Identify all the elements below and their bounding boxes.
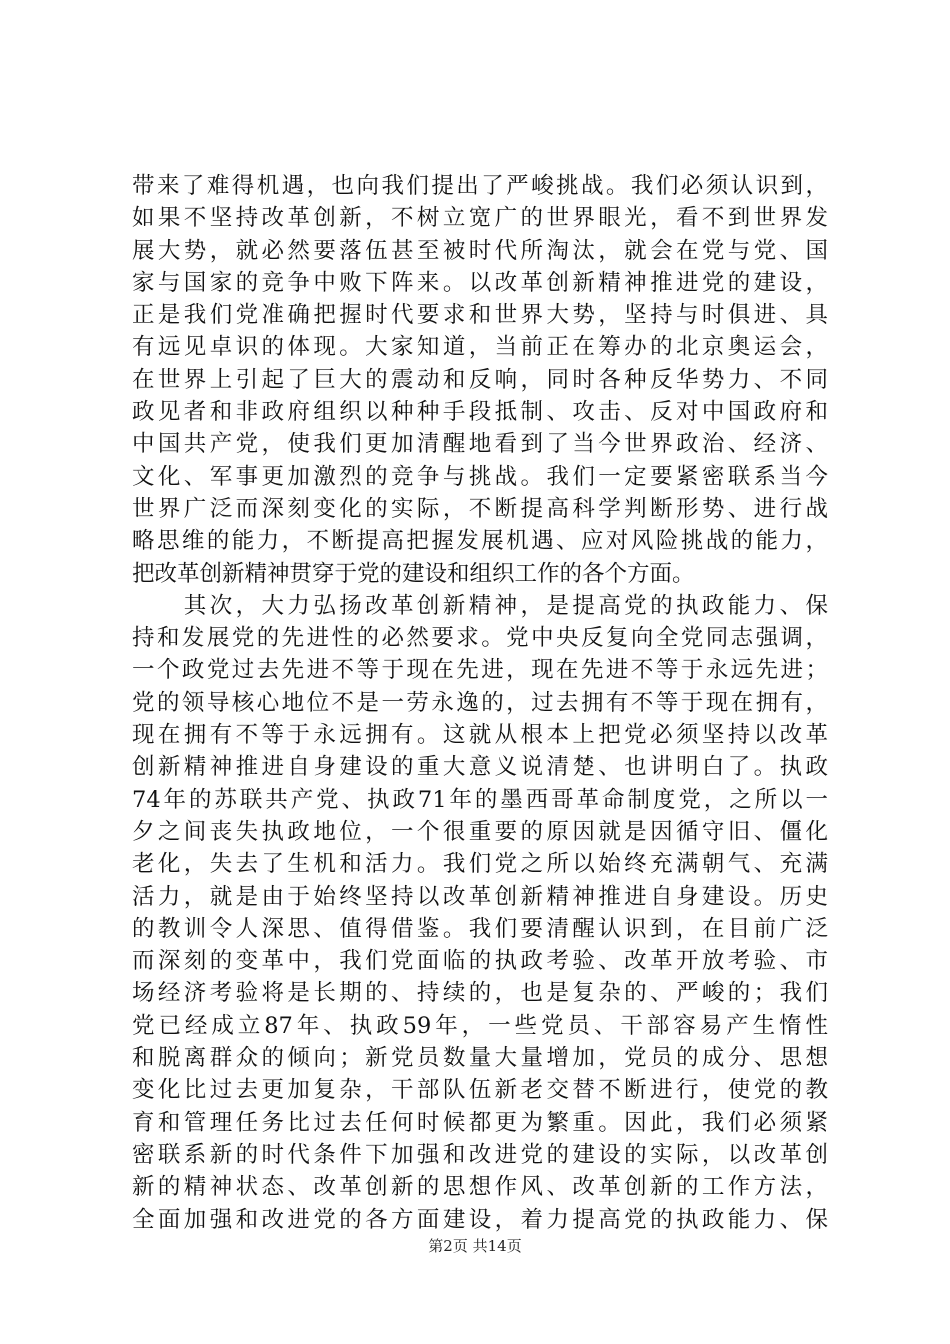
text-line: 如果不坚持改革创新，不树立宽广的世界眼光，看不到世界发 <box>132 205 828 232</box>
text-line: 新的精神状态、改革创新的思想作风、改革创新的工作方法， <box>132 1174 828 1201</box>
text-line: 而深刻的变革中，我们党面临的执政考验、改革开放考验、市 <box>132 948 828 975</box>
text-line: 和脱离群众的倾向；新党员数量大量增加，党员的成分、思想 <box>132 1045 828 1072</box>
text-line: 育和管理任务比过去任何时候都更为繁重。因此，我们必须紧 <box>132 1109 828 1136</box>
text-line: 变化比过去更加复杂，干部队伍新老交替不断进行，使党的教 <box>132 1077 828 1104</box>
text-line: 场经济考验将是长期的、持续的，也是复杂的、严峻的；我们 <box>132 980 828 1007</box>
text-line: 在世界上引起了巨大的震动和反响，同时各种反华势力、不同 <box>132 366 828 393</box>
text-line: 持和发展党的先进性的必然要求。党中央反复向全党同志强调， <box>132 625 828 652</box>
text-line: 展大势，就必然要落伍甚至被时代所淘汰，就会在党与党、国 <box>132 237 828 264</box>
text-line: 一个政党过去先进不等于现在先进，现在先进不等于永远先进； <box>132 657 828 684</box>
text-line: 政见者和非政府组织以种种手段抵制、攻击、反对中国政府和 <box>132 399 828 426</box>
text-line: 家与国家的竞争中败下阵来。以改革创新精神推进党的建设， <box>132 269 828 296</box>
text-line: 带来了难得机遇，也向我们提出了严峻挑战。我们必须认识到， <box>132 173 828 199</box>
text-line: 全面加强和改进党的各方面建设，着力提高党的执政能力、保 <box>132 1206 828 1233</box>
document-body <box>132 170 828 1236</box>
text-line: 世界广泛而深刻变化的实际，不断提高科学判断形势、进行战 <box>132 495 828 522</box>
text-line: 的教训令人深思、值得借鉴。我们要清醒认识到，在目前广泛 <box>132 915 828 942</box>
text-line: 活力，就是由于始终坚持以改革创新精神推进自身建设。历史 <box>132 883 828 910</box>
text-line: 有远见卓识的体现。大家知道，当前正在筹办的北京奥运会， <box>132 334 828 361</box>
text-line: 密联系新的时代条件下加强和改进党的建设的实际，以改革创 <box>132 1141 828 1168</box>
text-line: 党已经成立87年、执政59年，一些党员、干部容易产生惰性 <box>132 1012 828 1039</box>
text-line: 现在拥有不等于永远拥有。这就从根本上把党必须坚持以改革 <box>132 722 828 749</box>
page-number-footer: 第2页 共14页 <box>428 1237 522 1255</box>
text-line: 74年的苏联共产党、执政71年的墨西哥革命制度党，之所以一 <box>132 786 828 813</box>
text-line: 老化，失去了生机和活力。我们党之所以始终充满朝气、充满 <box>132 851 828 878</box>
paragraph-start-line: 其次，大力弘扬改革创新精神，是提高党的执政能力、保 <box>132 592 828 619</box>
text-line: 夕之间丧失执政地位，一个很重要的原因就是因循守旧、僵化 <box>132 818 828 845</box>
text-line: 党的领导核心地位不是一劳永逸的，过去拥有不等于现在拥有， <box>132 689 828 716</box>
text-line: 文化、军事更加激烈的竞争与挑战。我们一定要紧密联系当今 <box>132 463 828 490</box>
text-line: 创新精神推进自身建设的重大意义说清楚、也讲明白了。执政 <box>132 754 828 781</box>
text-line: 中国共产党，使我们更加清醒地看到了当今世界政治、经济、 <box>132 431 828 458</box>
text-line: 略思维的能力，不断提高把握发展机遇、应对风险挑战的能力， <box>132 528 828 555</box>
paragraph-end-line: 把改革创新精神贯穿于党的建设和组织工作的各个方面。 <box>132 560 695 587</box>
text-line: 正是我们党准确把握时代要求和世界大势，坚持与时俱进、具 <box>132 302 828 329</box>
